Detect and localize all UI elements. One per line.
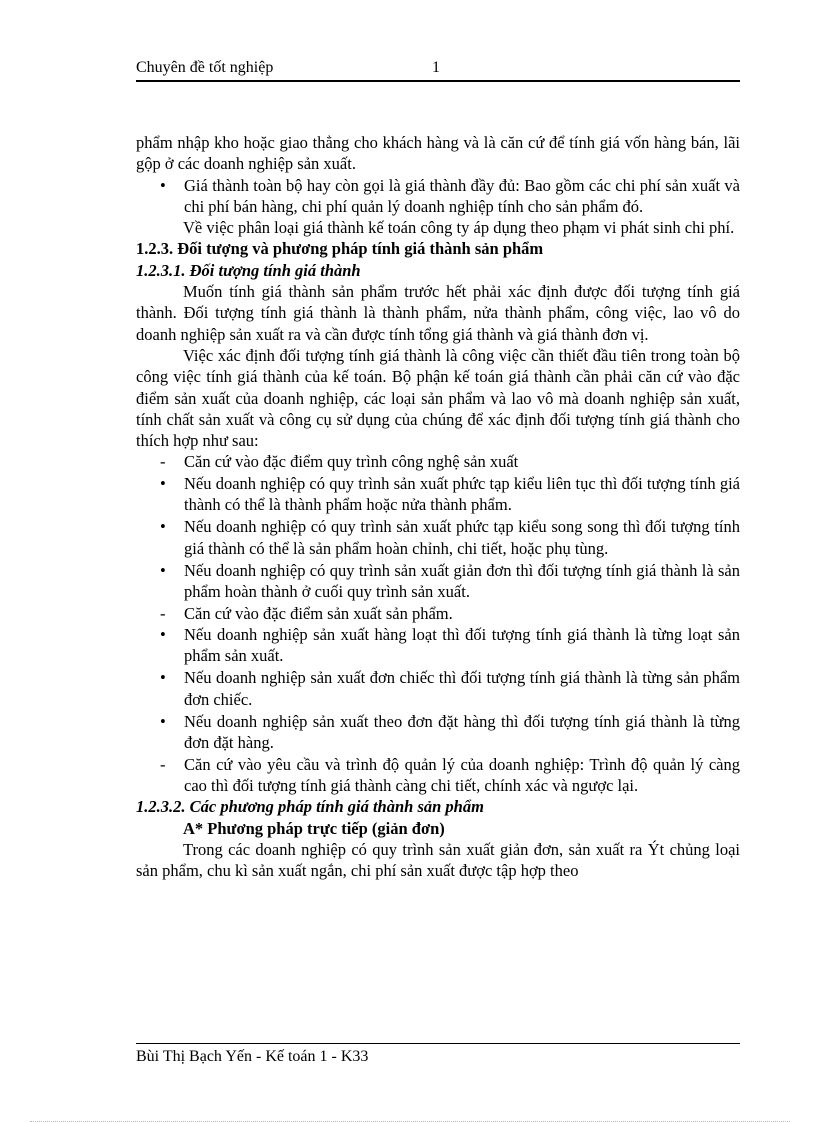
footer-text: Bùi Thị Bạch Yến - Kế toán 1 - K33 bbox=[136, 1048, 369, 1065]
bullet-marker: • bbox=[160, 560, 166, 580]
list-item bbox=[136, 711, 740, 754]
list-item-text: Căn cứ vào đặc điểm sản xuất sản phẩm. bbox=[184, 603, 453, 623]
bullet-marker: • bbox=[160, 624, 166, 644]
header-title: Chuyên đề tốt nghiệp bbox=[136, 59, 274, 76]
list-item-text: Căn cứ vào đặc điểm quy trình công nghệ sản xuất bbox=[184, 452, 519, 472]
list-item-text: Nếu doanh nghiệp sản xuất hàng loạt thì đối tượng tính giá thành là từng loạt sản phẩm sản xuất. bbox=[184, 624, 740, 666]
paragraph: Trong các doanh nghiệp có quy trình sản xuất giản đơn, sản xuất ra Ýt chủng loại sản phẩm, chu kì sản xuất ngắn, chi phí sản xuất được tập hợp theo bbox=[136, 839, 740, 881]
list-item bbox=[136, 175, 740, 218]
list-item-text: Nếu doanh nghiệp có quy trình sản xuất phức tạp kiểu song song thì đối tượng tính giá thành có thể là sản phẩm hoàn chỉnh, chi tiết, hoặc phụ tùng. bbox=[184, 517, 740, 558]
subsection-heading: 1.2.3.2. Các phương pháp tính giá thành sản phẩm bbox=[136, 797, 484, 817]
bullet-marker: • bbox=[160, 473, 166, 493]
list-item bbox=[136, 754, 740, 797]
bullet-marker: • bbox=[160, 517, 166, 537]
subsection-heading: 1.2.3.1. Đối tượng tính giá thành bbox=[136, 260, 361, 280]
paragraph: Muốn tính giá thành sản phẩm trước hết phải xác định được đối tượng tính giá thành. Đối tượng tính giá thành là thành phẩm, nửa thành phẩm, công việc, lao vô do doanh nghiệp sản xuất ra và cần được tính tổng giá thành và giá thành đơn vị. bbox=[136, 282, 740, 344]
list-item bbox=[136, 516, 740, 559]
list-item-text: Nếu doanh nghiệp sản xuất theo đơn đặt hàng thì đối tượng tính giá thành là từng đơn đặt hàng. bbox=[184, 712, 740, 753]
bullet-marker: • bbox=[160, 712, 166, 732]
page-edge-divider bbox=[30, 1121, 790, 1122]
paragraph: phẩm nhập kho hoặc giao thẳng cho khách hàng và là căn cứ để tính giá vốn hàng bán, lãi gộp ở các doanh nghiệp sản xuất. bbox=[136, 133, 740, 174]
page-header bbox=[136, 58, 740, 82]
list-item-text: Căn cứ vào yêu cầu và trình độ quản lý của doanh nghiệp: Trình độ quản lý càng cao thì đối tượng tính giá thành càng chi tiết, chính xác và ngược lại. bbox=[184, 754, 740, 795]
list-item bbox=[136, 624, 740, 667]
list-item-text: Giá thành toàn bộ hay còn gọi là giá thành đầy đủ: Bao gồm các chi phí sản xuất và chi phí bán hàng, chi phí quản lý doanh nghiệp tính cho sản phẩm đó. bbox=[184, 175, 740, 216]
paragraph: Về việc phân loại giá thành kế toán công ty áp dụng theo phạm vi phát sinh chi phí. bbox=[183, 218, 735, 238]
list-item-text: Nếu doanh nghiệp sản xuất đơn chiếc thì đối tượng tính giá thành là từng sản phẩm đơn chiếc. bbox=[184, 668, 740, 709]
document-body bbox=[136, 132, 740, 881]
dash-marker: - bbox=[160, 603, 166, 623]
list-item-text: Nếu doanh nghiệp có quy trình sản xuất phức tạp kiểu liên tục thì đối tượng tính giá thành có thể là thành phẩm hoặc nửa thành phẩm. bbox=[184, 473, 740, 515]
list-item bbox=[136, 451, 740, 472]
bullet-marker: • bbox=[160, 175, 166, 195]
list-item bbox=[136, 603, 740, 624]
bullet-marker: • bbox=[160, 668, 166, 688]
paragraph: Việc xác định đối tượng tính giá thành là công việc cần thiết đầu tiên trong toàn bộ công việc tính giá thành của kế toán. Bộ phận kế toán giá thành cần phải căn cứ vào đặc điểm sản xuất của doanh nghiệp, các loại sản phẩm và lao vô mà doanh nghiệp sản xuất, tính chất sản xuất và công cụ sử dụng của chúng để xác định đối tượng tính giá thành cho thích hợp như sau: bbox=[136, 345, 740, 451]
list-item-text: Nếu doanh nghiệp có quy trình sản xuất giản đơn thì đối tượng tính giá thành là sản phẩm hoàn thành ở cuối quy trình sản xuất. bbox=[184, 560, 740, 602]
dash-marker: - bbox=[160, 452, 166, 472]
page-footer bbox=[136, 1043, 740, 1066]
page-number: 1 bbox=[432, 59, 440, 76]
method-heading: A* Phương pháp trực tiếp (giản đơn) bbox=[183, 818, 445, 838]
list-item bbox=[136, 667, 740, 710]
dash-marker: - bbox=[160, 754, 166, 774]
section-heading: 1.2.3. Đối tượng và phương pháp tính giá thành sản phẩm bbox=[136, 239, 544, 259]
list-item bbox=[136, 560, 740, 603]
list-item bbox=[136, 473, 740, 516]
